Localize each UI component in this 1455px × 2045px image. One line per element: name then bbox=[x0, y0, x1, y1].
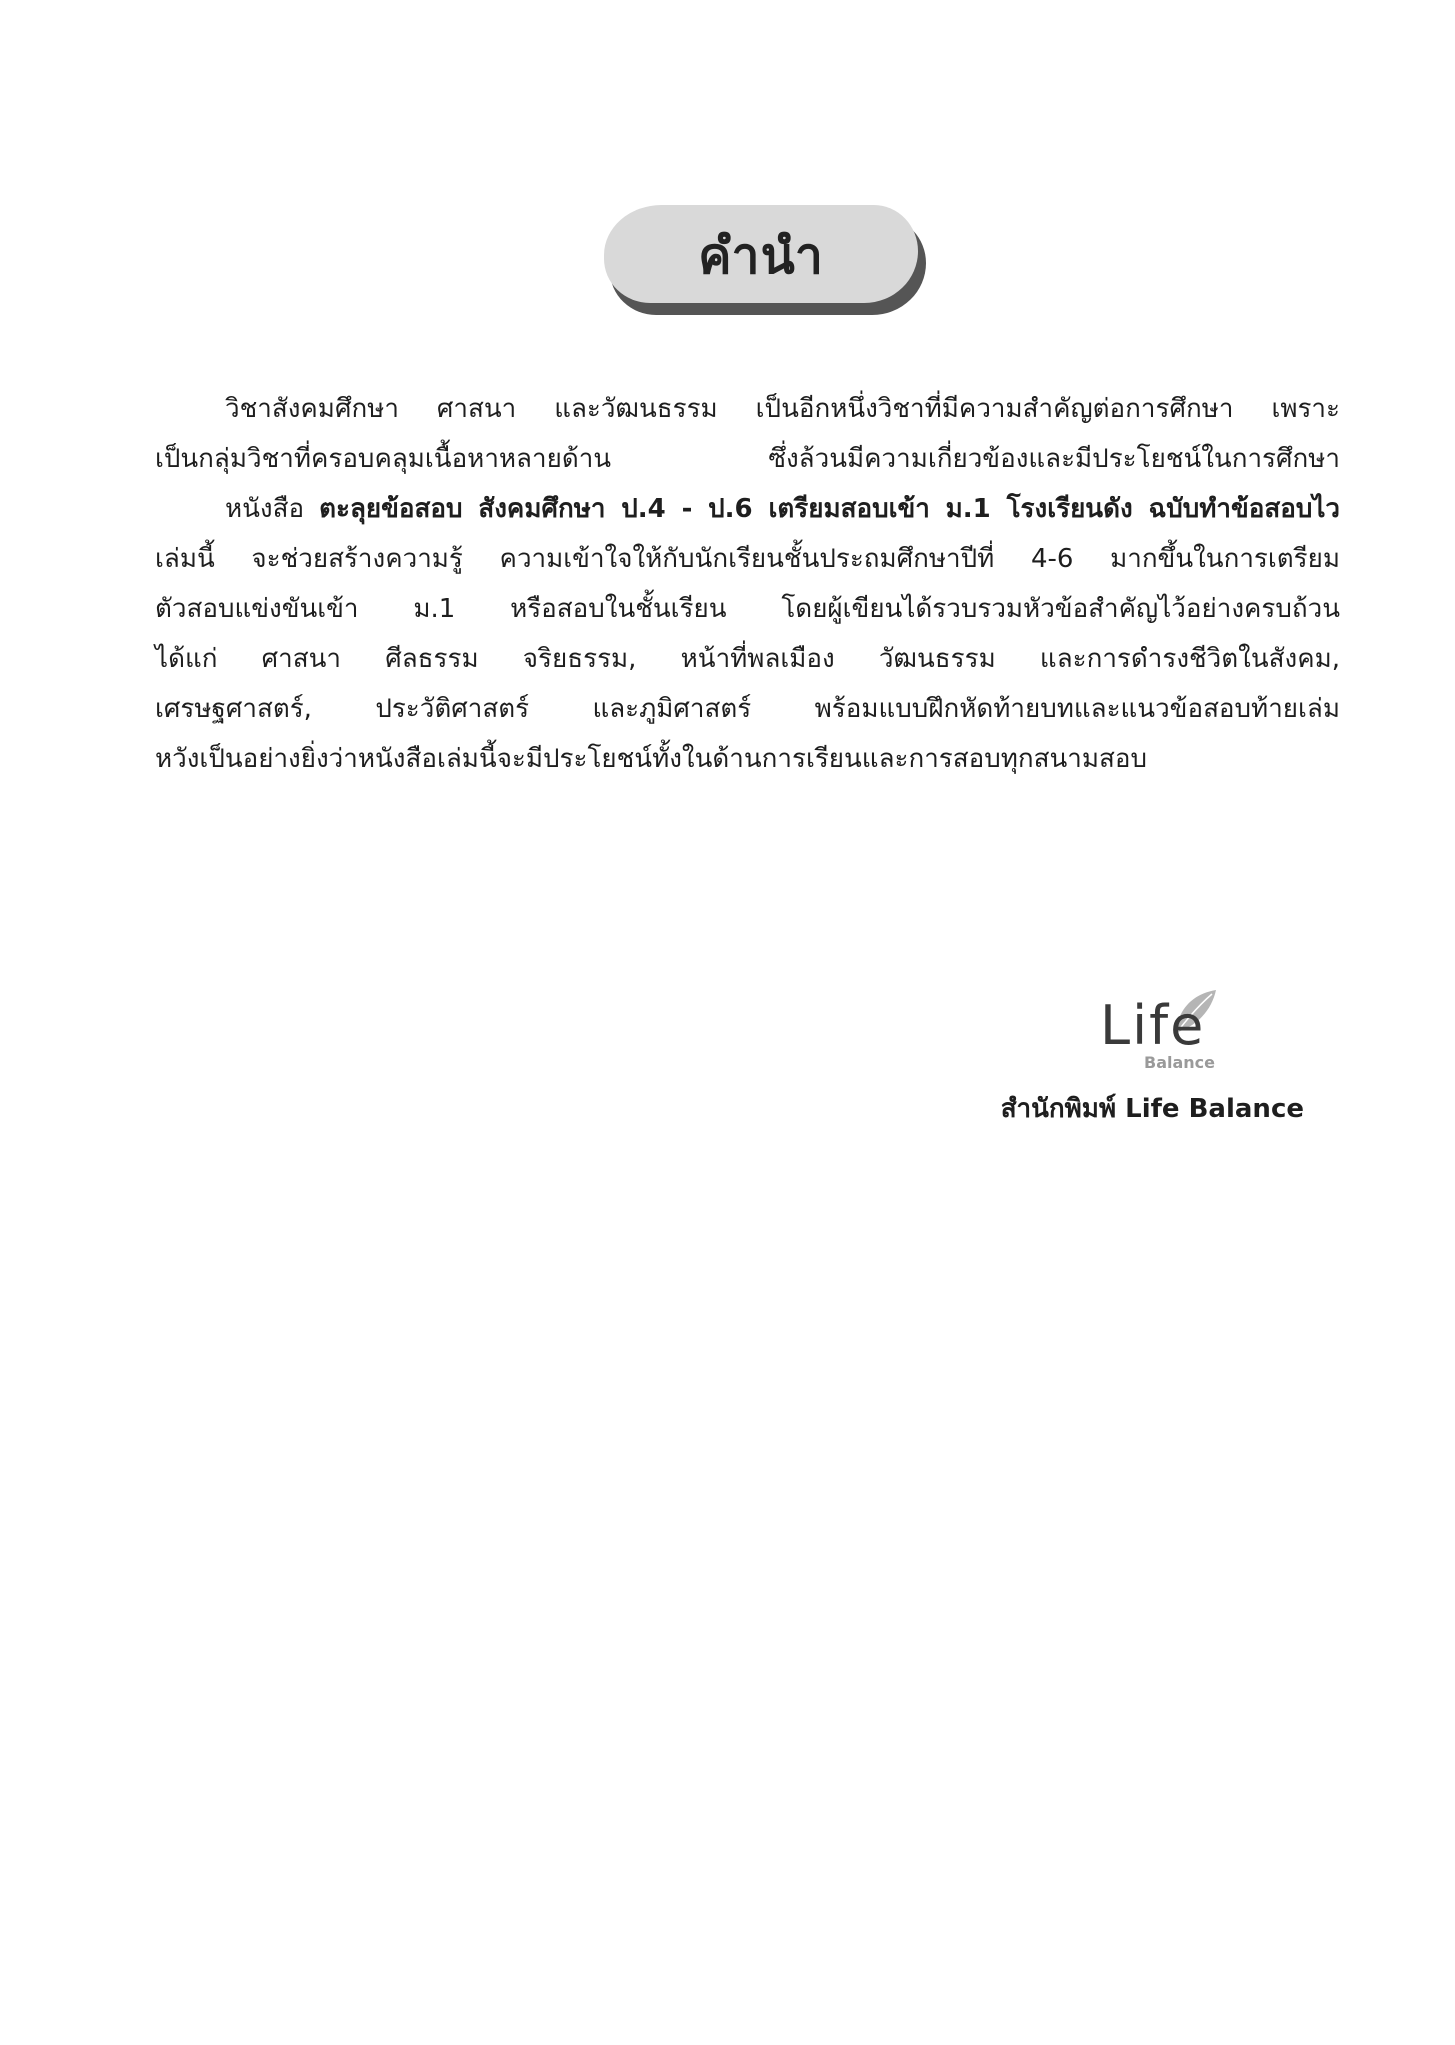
paragraph-2-line-2: เล่มนี้ จะช่วยสร้างความรู้ ความเข้าใจให้กับนักเรียนชั้นประถมศึกษาปีที่ 4-6 มากขึ้นในการเตรียม bbox=[155, 544, 1340, 574]
book-intro-prefix: หนังสือ bbox=[225, 494, 320, 524]
paragraph-2-line-3: ตัวสอบแข่งขันเข้า ม.1 หรือสอบในชั้นเรียน โดยผู้เขียนได้รวบรวมหัวข้อสำคัญไว้อย่างครบถ้วน bbox=[155, 594, 1340, 624]
title-banner-pill bbox=[604, 205, 918, 303]
paragraph-1-line-2: เป็นกลุ่มวิชาที่ครอบคลุมเนื้อหาหลายด้าน ซึ่งล้วนมีความเกี่ยวข้องและมีประโยชน์ในการศึกษา bbox=[155, 444, 1340, 474]
paragraph-2-line-5: เศรษฐศาสตร์, ประวัติศาสตร์ และภูมิศาสตร์ พร้อมแบบฝึกหัดท้ายบทและแนวข้อสอบท้ายเล่ม bbox=[155, 694, 1340, 724]
preface-body bbox=[155, 384, 1340, 784]
paragraph-1-line-1: วิชาสังคมศึกษา ศาสนา และวัฒนธรรม เป็นอีกหนึ่งวิชาที่มีความสำคัญต่อการศึกษา เพราะ bbox=[225, 394, 1340, 424]
title-banner bbox=[604, 205, 926, 315]
paragraph-2-line-6: หวังเป็นอย่างยิ่งว่าหนังสือเล่มนี้จะมีประโยชน์ทั้งในด้านการเรียนและการสอบทุกสนามสอบ bbox=[155, 744, 1148, 774]
publisher-signature: สำนักพิมพ์ Life Balance bbox=[1000, 1094, 1304, 1124]
page-title: คำนำ bbox=[698, 226, 824, 285]
book-title: ตะลุยข้อสอบ สังคมศึกษา ป.4 - ป.6 เตรียมสอบเข้า ม.1 โรงเรียนดัง ฉบับทำข้อสอบไว bbox=[319, 494, 1340, 524]
paragraph-2-line-4: ได้แก่ ศาสนา ศีลธรรม จริยธรรม, หน้าที่พลเมือง วัฒนธรรม และการดำรงชีวิตในสังคม, bbox=[155, 644, 1340, 674]
logo-wordmark: Life bbox=[1100, 994, 1206, 1057]
paragraph-2-line-1 bbox=[155, 484, 1340, 534]
publisher-logo bbox=[1100, 988, 1220, 1078]
logo-subtitle: Balance bbox=[1144, 1053, 1215, 1072]
